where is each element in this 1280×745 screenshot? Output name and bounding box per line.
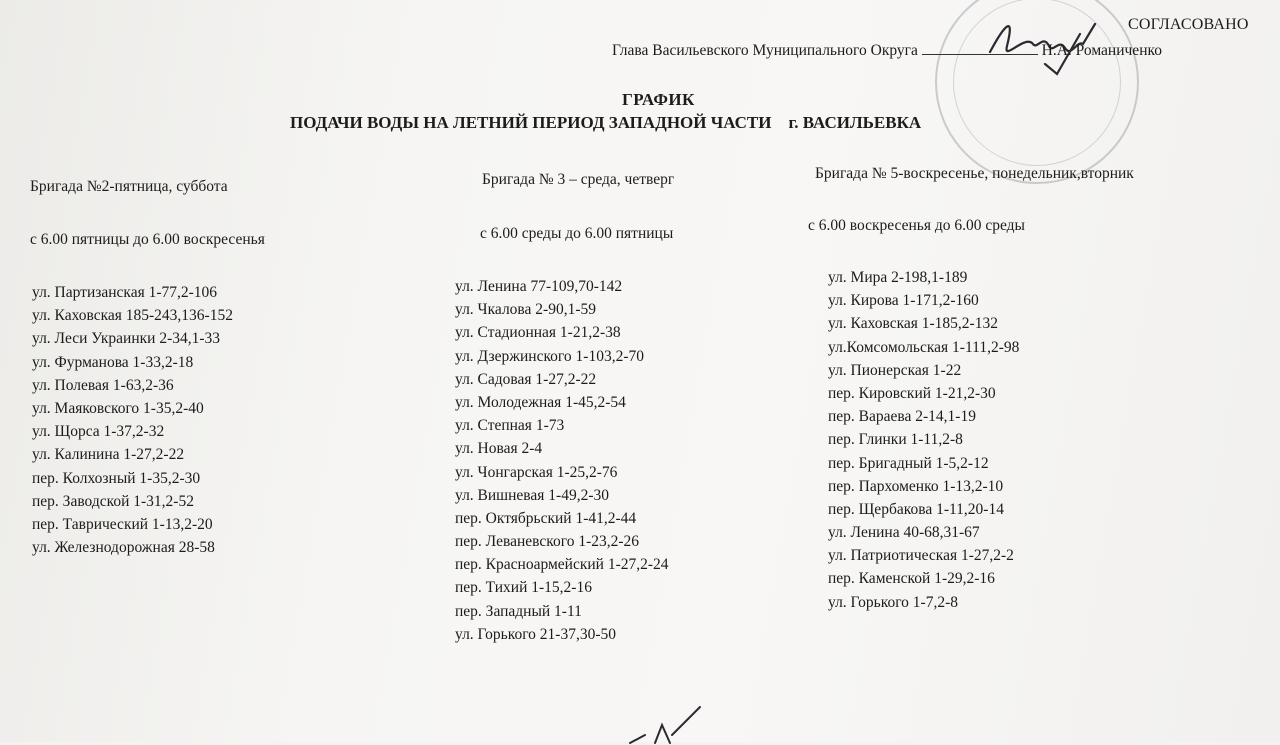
street-item: пер. Леваневского 1-23,2-26 — [455, 533, 640, 551]
street-item: пер. Щербакова 1-11,20-14 — [828, 500, 1004, 518]
street-item: ул. Вишневая 1-49,2-30 — [455, 486, 609, 504]
street-list — [32, 281, 233, 559]
street-item: ул. Степная 1-73 — [455, 417, 565, 435]
street-item: пер. Октябрьский 1-41,2-44 — [455, 509, 637, 527]
street-list — [828, 266, 1019, 614]
brigade-heading: Бригада № 5-воскресенье, понедельник,вторник — [815, 165, 1134, 182]
street-item: ул. Калинина 1-27,2-22 — [32, 446, 185, 464]
street-item: ул. Кирова 1-171,2-160 — [828, 292, 979, 310]
street-item: пер. Пархоменко 1-13,2-10 — [828, 477, 1004, 495]
approval-name: Н.А. Романиченко — [1041, 42, 1162, 59]
street-item: ул. Ленина 40-68,31-67 — [828, 524, 980, 542]
street-item: пер. Колхозный 1-35,2-30 — [32, 469, 201, 487]
street-item: пер. Красноармейский 1-27,2-24 — [455, 556, 669, 574]
brigade-period: с 6.00 воскресенья до 6.00 среды — [808, 217, 1025, 234]
street-item: ул. Молодежная 1-45,2-54 — [455, 393, 626, 411]
street-item: ул. Фурманова 1-33,2-18 — [32, 353, 194, 371]
brigade-heading: Бригада № 3 – среда, четверг — [482, 171, 675, 188]
street-item: ул. Каховская 1-185,2-132 — [828, 315, 998, 333]
street-item: ул. Леси Украинки 2-34,1-33 — [32, 330, 221, 348]
street-item: ул. Ленина 77-109,70-142 — [455, 278, 623, 295]
street-item: пер. Бригадный 1-5,2-12 — [828, 454, 989, 472]
street-item: ул. Стадионная 1-21,2-38 — [455, 324, 621, 342]
street-item: ул. Патриотическая 1-27,2-2 — [828, 547, 1014, 565]
street-item: пер. Тихий 1-15,2-16 — [455, 579, 592, 597]
street-item: ул. Дзержинского 1-103,2-70 — [455, 347, 644, 365]
street-item: пер. Кировский 1-21,2-30 — [828, 384, 996, 402]
approval-signatory — [612, 42, 1162, 60]
brigade-heading: Бригада №2-пятница, суббота — [30, 178, 228, 195]
street-item: ул. Пионерская 1-22 — [828, 361, 962, 379]
street-item: пер. Заводской 1-31,2-52 — [32, 492, 194, 510]
street-item: пер. Глинки 1-11,2-8 — [828, 431, 963, 449]
street-item: ул. Партизанская 1-77,2-106 — [32, 284, 218, 301]
street-item: ул. Садовая 1-27,2-22 — [455, 370, 597, 388]
brigade-period: с 6.00 среды до 6.00 пятницы — [480, 225, 674, 242]
approval-title: СОГЛАСОВАНО — [1128, 16, 1249, 33]
street-item: ул. Горького 21-37,30-50 — [455, 625, 617, 643]
street-item: ул.Комсомольская 1-111,2-98 — [828, 338, 1020, 356]
street-item: пер. Вараева 2-14,1-19 — [828, 408, 976, 426]
street-item: пер. Таврический 1-13,2-20 — [32, 515, 213, 533]
street-item: ул. Мира 2-198,1-189 — [828, 269, 968, 286]
street-item: ул. Новая 2-4 — [455, 440, 543, 458]
street-item: ул. Щорса 1-37,2-32 — [32, 423, 165, 441]
document-title: ГРАФИК — [622, 90, 695, 109]
street-item: ул. Горького 1-7,2-8 — [828, 593, 959, 611]
document-subtitle: ПОДАЧИ ВОДЫ НА ЛЕТНИЙ ПЕРИОД ЗАПАДНОЙ ЧАСТИ г. ВАСИЛЬЕВКА — [290, 113, 922, 132]
street-item: ул. Железнодорожная 28-58 — [32, 539, 215, 557]
street-item: ул. Маяковского 1-35,2-40 — [32, 399, 204, 417]
street-item: ул. Чкалова 2-90,1-59 — [455, 301, 596, 319]
street-list — [455, 275, 669, 646]
approval-position: Глава Васильевского Муниципального Округа — [612, 42, 918, 59]
street-item: ул. Чонгарская 1-25,2-76 — [455, 463, 618, 481]
bottom-signature-image — [600, 705, 720, 745]
street-item: пер. Западный 1-11 — [455, 602, 582, 620]
brigade-period: с 6.00 пятницы до 6.00 воскресенья — [30, 231, 265, 248]
street-item: ул. Полевая 1-63,2-36 — [32, 376, 174, 394]
signature-line — [922, 42, 1038, 55]
street-item: пер. Каменской 1-29,2-16 — [828, 570, 995, 588]
street-item: ул. Каховская 185-243,136-152 — [32, 307, 233, 325]
